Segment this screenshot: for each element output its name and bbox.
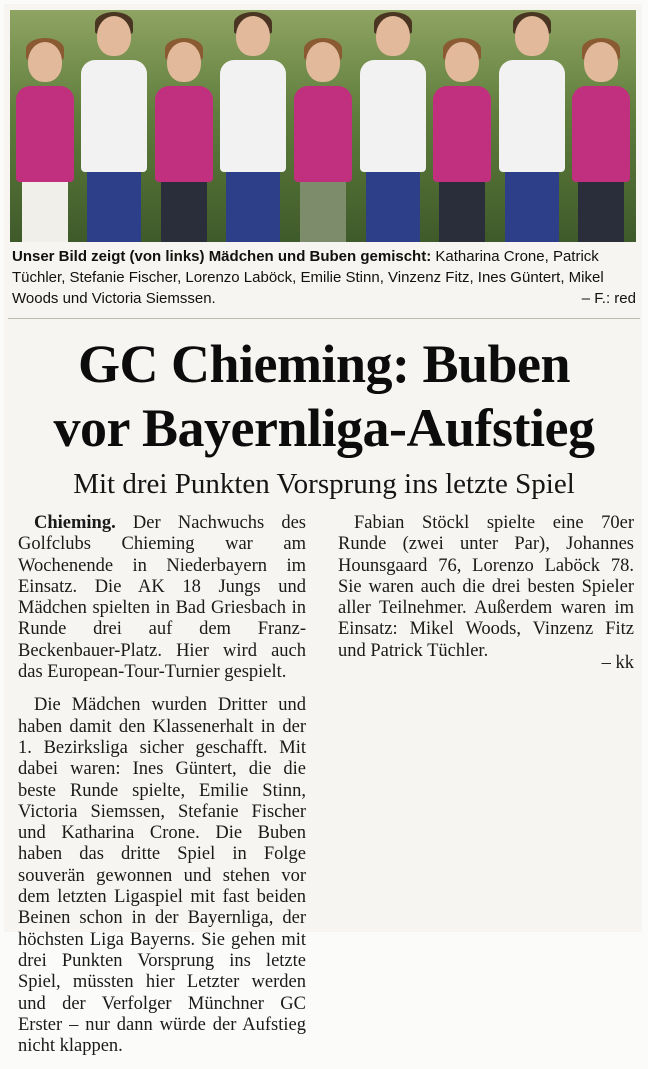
divider [8, 318, 640, 319]
person-shirt [360, 60, 426, 172]
person-figure [294, 42, 352, 242]
person-shorts [300, 182, 346, 242]
author-signature: – kk [601, 653, 634, 674]
person-figure [220, 16, 286, 242]
person-shirt [433, 86, 491, 182]
person-head [97, 16, 131, 56]
person-figure [499, 16, 565, 242]
subheadline: Mit drei Punkten Vorsprung ins letzte Spiel [73, 468, 575, 500]
caption-lead: Unser Bild zeigt (von links) Mädchen und Buben gemischt: [12, 248, 432, 265]
person-figure [360, 16, 426, 242]
person-shorts [439, 182, 485, 242]
person-head [584, 42, 618, 82]
person-shorts [22, 182, 68, 242]
person-figure [433, 42, 491, 242]
paragraph-3-text: Fabian Stöckl spielte eine 70er Runde (zwei unter Par), Johannes Hounsgaard 76, Lorenzo Laböck 78. Sie waren auch die drei besten Spieler aller Teilnehmer. Außerdem waren im Einsatz: Mikel Woods, Vinzenz Fitz und Patrick Tüchler. [338, 513, 634, 661]
article-paragraph-3 [338, 513, 634, 662]
person-shirt [572, 86, 630, 182]
photo-caption [12, 246, 636, 309]
person-shirt [499, 60, 565, 172]
photo-credit: – F.: red [581, 290, 636, 307]
person-shorts [87, 172, 141, 242]
person-shirt [81, 60, 147, 172]
person-head [445, 42, 479, 82]
person-shirt [16, 86, 74, 182]
person-shirt [220, 60, 286, 172]
person-head [167, 42, 201, 82]
person-shirt [155, 86, 213, 182]
person-shorts [226, 172, 280, 242]
article-paragraph-2 [18, 695, 306, 1057]
person-head [306, 42, 340, 82]
person-shorts [366, 172, 420, 242]
team-photo [10, 10, 636, 242]
person-head [515, 16, 549, 56]
person-shirt [294, 86, 352, 182]
headline-line-2: vor Bayernliga-Aufstieg [53, 398, 595, 458]
person-shorts [505, 172, 559, 242]
person-figure [81, 16, 147, 242]
person-head [376, 16, 410, 56]
dateline: Chieming. [34, 513, 116, 533]
caption-names: Katharina Crone, Patrick Tüchler, Stefanie Fischer, Lorenzo Laböck, Emilie Stinn, Vinzenz Fitz, Ines Güntert, Mikel Woods und Victoria Siemssen. [12, 248, 604, 307]
paragraph-1-text: Der Nachwuchs des Golfclubs Chieming war am Wochenende in Niederbayern im Einsatz. Die AK 18 Jungs und Mädchen spielten in Bad Griesbach in Runde drei auf dem Franz-Beckenbauer-Platz. Hier wird auch das European-Tour-Turnier gespielt. [18, 513, 306, 683]
person-shorts [578, 182, 624, 242]
person-head [236, 16, 270, 56]
person-figure [572, 42, 630, 242]
article-paragraph-1 [18, 513, 306, 683]
person-figure [155, 42, 213, 242]
person-shorts [161, 182, 207, 242]
headline-line-1: GC Chieming: Buben [77, 334, 571, 394]
article-column-right [338, 513, 634, 674]
person-head [28, 42, 62, 82]
article-column-left [18, 513, 306, 1069]
person-figure [16, 42, 74, 242]
paragraph-2-text: Die Mädchen wurden Dritter und haben damit den Klassenerhalt in der 1. Bezirksliga sicher geschafft. Mit dabei waren: Ines Güntert, die die beste Runde spielte, Emilie Stinn, Victoria Siemssen, Stefanie Fischer und Katharina Crone. Die Buben haben das dritte Spiel in Folge souverän gewonnen und stehen vor dem letzten Ligaspiel mit fast beiden Beinen schon in der Bayernliga, der höchsten Liga Bayerns. Sie gehen mit drei Punkten Vorsprung ins letzte Spiel, müssten hier Letzter werden und der Verfolger Münchner GC Erster – nur dann würde der Aufstieg nicht klappen. [18, 695, 306, 1057]
